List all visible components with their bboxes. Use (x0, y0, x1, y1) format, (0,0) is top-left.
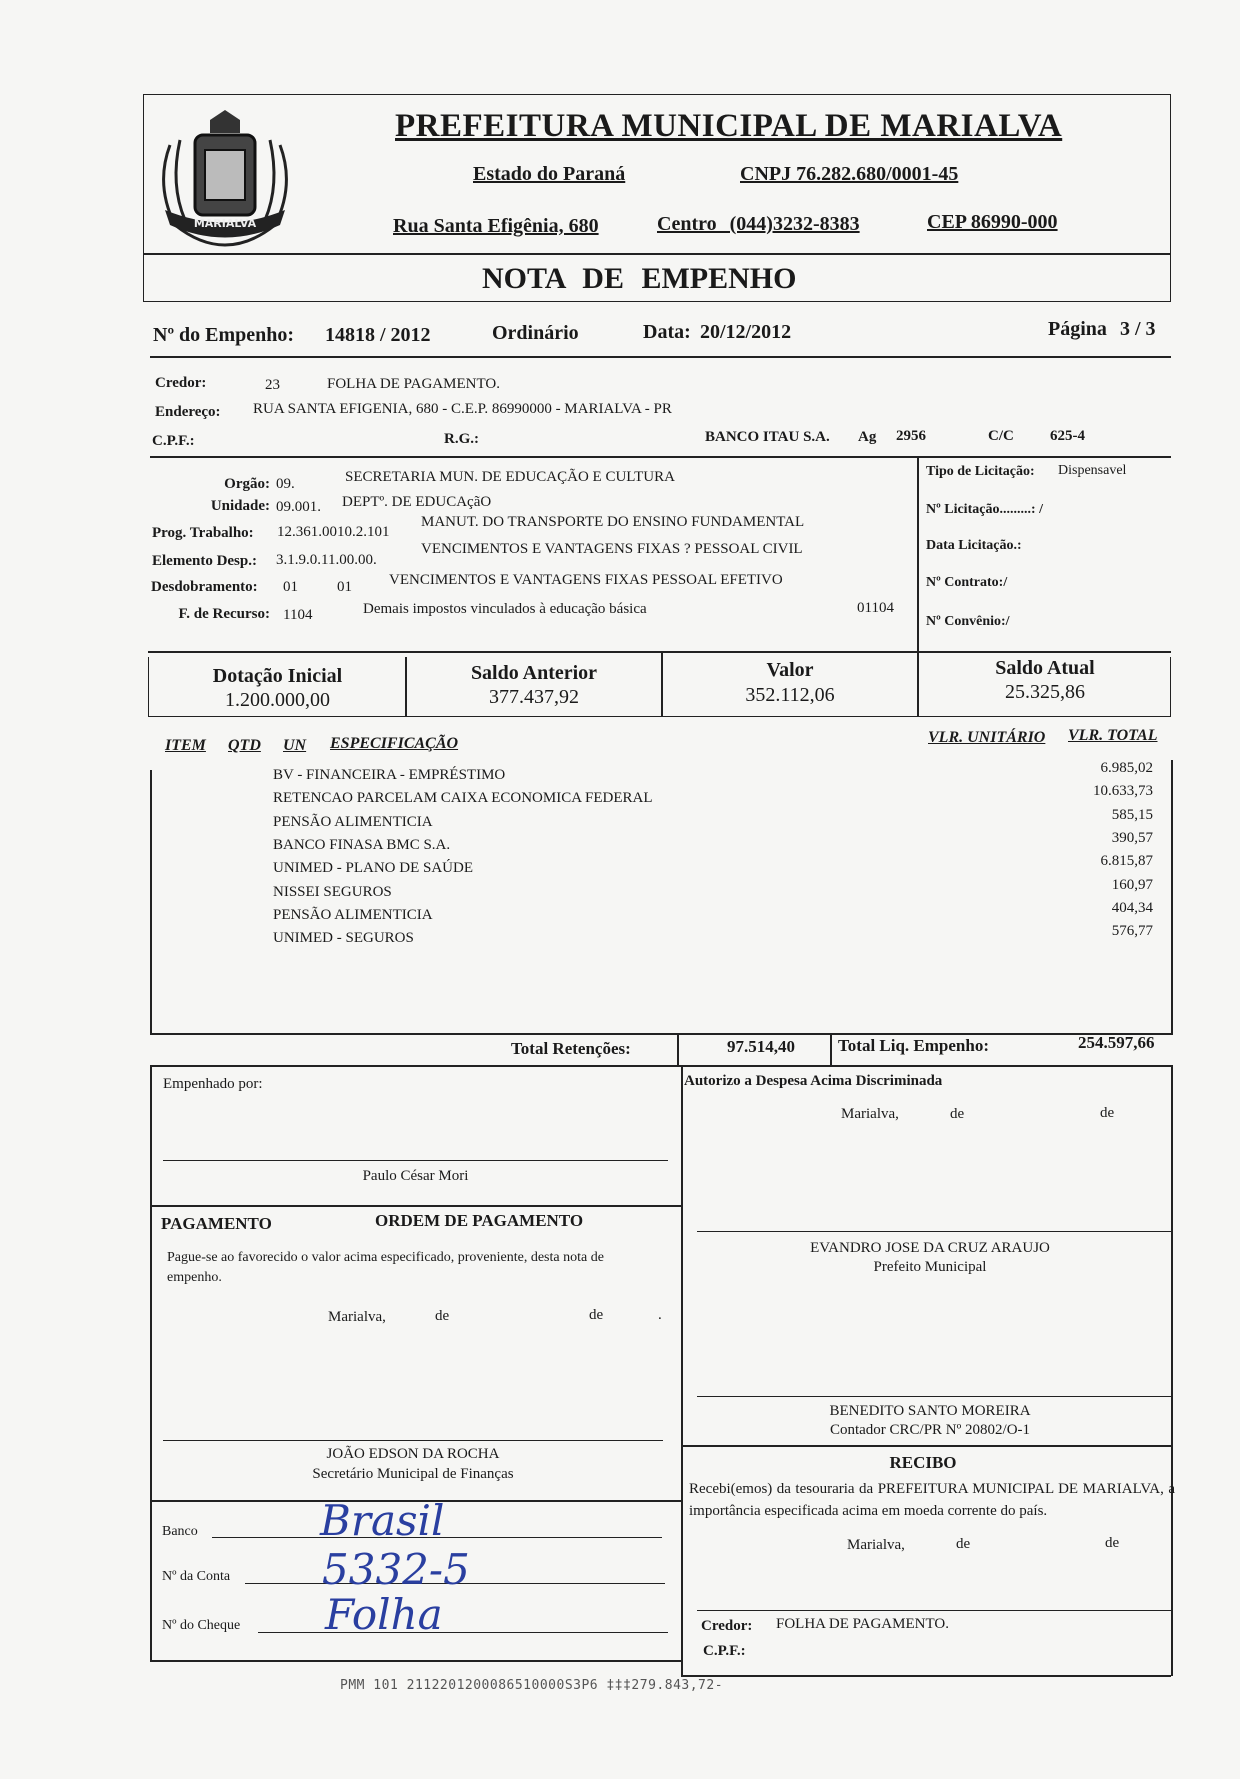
rg-label: R.G.: (444, 431, 479, 447)
signature-line-empenhado (163, 1160, 668, 1161)
recibo-credor-label: Credor: (701, 1618, 753, 1634)
liq-value: 254.597,66 (1078, 1033, 1155, 1052)
licitacao-number: Nº Licitação.........: / (926, 502, 1043, 517)
prog-name: MANUT. DO TRANSPORTE DO ENSINO FUNDAMENTAL (421, 514, 805, 530)
right-place: Marialva, (841, 1106, 899, 1122)
retencoes-value: 97.514,40 (727, 1037, 795, 1056)
empenho-number: 14818 / 2012 (325, 324, 431, 346)
page-number: 3 / 3 (1120, 318, 1156, 340)
bank-name: BANCO ITAU S.A. (705, 429, 830, 445)
address-label: Endereço: (155, 404, 221, 420)
cheque-label: Nº do Cheque (162, 1618, 241, 1633)
prog-code: 12.361.0010.2.101 (277, 524, 390, 540)
item-total: 10.633,73 (1093, 783, 1153, 800)
liq-label: Total Liq. Empenho: (838, 1036, 989, 1055)
city-hall-title: PREFEITURA MUNICIPAL DE MARIALVA (395, 108, 1063, 144)
item-description: UNIMED - PLANO DE SAÚDE (273, 860, 473, 877)
recibo-text: Recebi(emos) da tesouraria da PREFEITURA MUNICIPAL DE MARIALVA, a importância especificada acima em moeda corrente do país. (689, 1481, 1175, 1519)
rule-totals-bottom (150, 1065, 1171, 1067)
totals-div (677, 1033, 679, 1066)
desdob-a: 01 (283, 579, 298, 595)
item-description: BANCO FINASA BMC S.A. (273, 836, 451, 853)
rule-right-bottom (681, 1675, 1171, 1677)
rule-empenho (150, 356, 1171, 358)
item-total: 6.815,87 (1100, 853, 1153, 870)
licitacao-type-label: Tipo de Licitação: (926, 464, 1035, 479)
credor-code: 23 (265, 377, 280, 393)
rule-totals-top (150, 1033, 1171, 1035)
empenho-number-label: Nº do Empenho: (153, 324, 295, 346)
cnpj: CNPJ 76.282.680/0001-45 (740, 163, 959, 185)
seal-text: MARIALVA (193, 217, 257, 230)
unidade-label: Unidade: (210, 498, 270, 514)
empenhado-name: Paulo César Mori (362, 1168, 469, 1184)
signature-line-contador (697, 1396, 1171, 1397)
contrato: Nº Contrato:/ (926, 575, 1008, 590)
item-description: PENSÃO ALIMENTICIA (273, 813, 433, 830)
banco-label: Banco (162, 1524, 198, 1539)
item-total: 585,15 (1111, 806, 1153, 823)
valor-value: 352.112,06 (745, 684, 835, 706)
contador-role: Contador CRC/PR Nº 20802/O-1 (829, 1422, 1031, 1438)
item-description: UNIMED - SEGUROS (273, 930, 414, 947)
cep: CEP 86990-000 (927, 211, 1058, 233)
empenho-type: Ordinário (492, 322, 579, 344)
orgao-code: 09. (276, 476, 295, 492)
dotacao-value: 1.200.000,00 (225, 689, 330, 711)
recibo-place: Marialva, (847, 1537, 905, 1553)
recurso-label: F. de Recurso: (178, 606, 270, 622)
signature-line-prefeito (697, 1231, 1171, 1232)
elemento-code: 3.1.9.0.11.00.00. (276, 552, 377, 568)
prog-label: Prog. Trabalho: (152, 525, 254, 541)
budget-vdivider (917, 456, 919, 651)
items-right-border (1171, 760, 1173, 1035)
item-description: NISSEI SEGUROS (273, 883, 392, 900)
recurso-code: 1104 (283, 607, 313, 623)
account-label: C/C (988, 428, 1014, 444)
recibo-title: RECIBO (889, 1453, 957, 1472)
signature-line-recibo (697, 1610, 1171, 1611)
desdob-label: Desdobramento: (151, 579, 258, 595)
pague-text: Pague-se ao favorecido o valor acima especificado, proveniente, desta nota de empenho. (167, 1250, 604, 1285)
recurso-name: Demais impostos vinculados à educação básica (363, 601, 647, 617)
credor-name: FOLHA DE PAGAMENTO. (327, 376, 500, 392)
item-total: 6.985,02 (1100, 760, 1153, 776)
rule-left-bottom (150, 1660, 681, 1662)
empenhado-label: Empenhado por: (163, 1076, 263, 1092)
right-de2: de (1100, 1105, 1115, 1121)
cheque-line (258, 1632, 668, 1633)
valor-label: Valor (766, 659, 814, 681)
col-un: UN (283, 737, 307, 754)
unidade-name: DEPTº. DE EDUCAçãO (342, 494, 492, 510)
right-de1: de (950, 1106, 965, 1122)
city-seal (150, 105, 300, 255)
totals-div-2 (830, 1033, 832, 1066)
left-dot: . (658, 1307, 662, 1323)
left-de2: de (589, 1307, 604, 1323)
item-total: 404,34 (1111, 899, 1153, 916)
items-left-border (150, 770, 152, 1035)
conta-label: Nº da Conta (162, 1569, 231, 1584)
credor-label: Credor: (155, 375, 207, 391)
contador-name: BENEDITO SANTO MOREIRA (829, 1403, 1031, 1419)
item-description: PENSÃO ALIMENTICIA (273, 906, 433, 923)
recurso-extra: 01104 (857, 600, 894, 616)
saldo-anterior-label: Saldo Anterior (470, 662, 598, 684)
district-phone: Centro (044)3232-8383 (657, 213, 860, 235)
recibo-credor: FOLHA DE PAGAMENTO. (776, 1616, 949, 1632)
state-name: Estado do Paraná (473, 163, 626, 185)
footer-code: PMM 101 2112201200086510000S3P6 ‡‡‡279.843,72- (340, 1678, 724, 1693)
rule-creditor (150, 456, 1171, 458)
elemento-label: Elemento Desp.: (152, 553, 257, 569)
licitacao-type: Dispensavel (1058, 463, 1127, 478)
cpf-label: C.P.F.: (152, 433, 195, 449)
date-value: 20/12/2012 (700, 321, 792, 343)
doc-title: NOTA DE EMPENHO (482, 262, 797, 295)
saldo-atual-label: Saldo Atual (995, 657, 1095, 679)
rule-right-contador (681, 1445, 1171, 1447)
item-total: 390,57 (1111, 829, 1153, 846)
dotacao-label: Dotação Inicial (212, 665, 343, 687)
left-place: Marialva, (328, 1309, 386, 1325)
col-total: VLR. TOTAL (1068, 727, 1158, 744)
item-total: 160,97 (1111, 876, 1153, 893)
item-total: 576,77 (1111, 923, 1153, 940)
retencoes-label: Total Retenções: (511, 1039, 631, 1058)
prefeito-name: EVANDRO JOSE DA CRUZ ARAUJO (810, 1240, 1050, 1256)
banco-handwritten: Brasil (320, 1496, 445, 1545)
agency-label: Ag (858, 429, 877, 445)
desdob-b: 01 (337, 579, 352, 595)
item-description: BV - FINANCEIRA - EMPRÉSTIMO (273, 767, 506, 783)
lower-left-border (150, 1065, 152, 1660)
col-unit: VLR. UNITÁRIO (928, 729, 1046, 746)
rule-budget (148, 651, 1171, 653)
page-label: Página (1048, 318, 1107, 340)
signature-line-secretario (163, 1440, 663, 1441)
saldo-atual-value: 25.325,86 (1005, 681, 1085, 703)
orgao-name: SECRETARIA MUN. DE EDUCAÇÃO E CULTURA (345, 469, 675, 485)
secretario-role: Secretário Municipal de Finanças (312, 1466, 514, 1482)
conta-handwritten: 5332-5 (322, 1545, 470, 1594)
account-value: 625-4 (1050, 428, 1085, 444)
ordem-title: ORDEM DE PAGAMENTO (375, 1211, 584, 1230)
saldo-anterior-value: 377.437,92 (489, 686, 579, 708)
orgao-label: Orgão: (224, 476, 270, 492)
recibo-de1: de (956, 1536, 971, 1552)
agency-value: 2956 (896, 428, 926, 444)
autorizo-title: Autorizo a Despesa Acima Discriminada (684, 1073, 943, 1089)
col-qtd: QTD (228, 737, 261, 754)
lower-right-border (1171, 1065, 1173, 1676)
convenio: Nº Convênio:/ (926, 614, 1010, 629)
address-value: RUA SANTA EFIGENIA, 680 - C.E.P. 86990000 - MARIALVA - PR (253, 401, 672, 417)
left-de1: de (435, 1308, 450, 1324)
cheque-handwritten: Folha (325, 1590, 443, 1639)
lower-mid-border (681, 1065, 683, 1676)
unidade-code: 09.001. (276, 499, 321, 515)
rule-left-pagamento (150, 1205, 681, 1207)
col-spec: ESPECIFICAÇÃO (330, 735, 459, 752)
date-label: Data: (643, 321, 691, 343)
item-description: RETENCAO PARCELAM CAIXA ECONOMICA FEDERAL (273, 790, 653, 807)
secretario-name: JOÃO EDSON DA ROCHA (326, 1446, 500, 1462)
col-item: ITEM (165, 737, 206, 754)
recibo-cpf-label: C.P.F.: (703, 1643, 746, 1659)
desdob-name: VENCIMENTOS E VANTAGENS FIXAS PESSOAL EFETIVO (389, 572, 783, 588)
licitacao-date: Data Licitação.: (926, 538, 1022, 553)
prefeito-role: Prefeito Municipal (873, 1259, 987, 1275)
elemento-name: VENCIMENTOS E VANTAGENS FIXAS ? PESSOAL CIVIL (421, 541, 803, 557)
pagamento-title: PAGAMENTO (161, 1214, 272, 1233)
address: Rua Santa Efigênia, 680 (393, 215, 599, 237)
recibo-de2: de (1105, 1535, 1120, 1551)
